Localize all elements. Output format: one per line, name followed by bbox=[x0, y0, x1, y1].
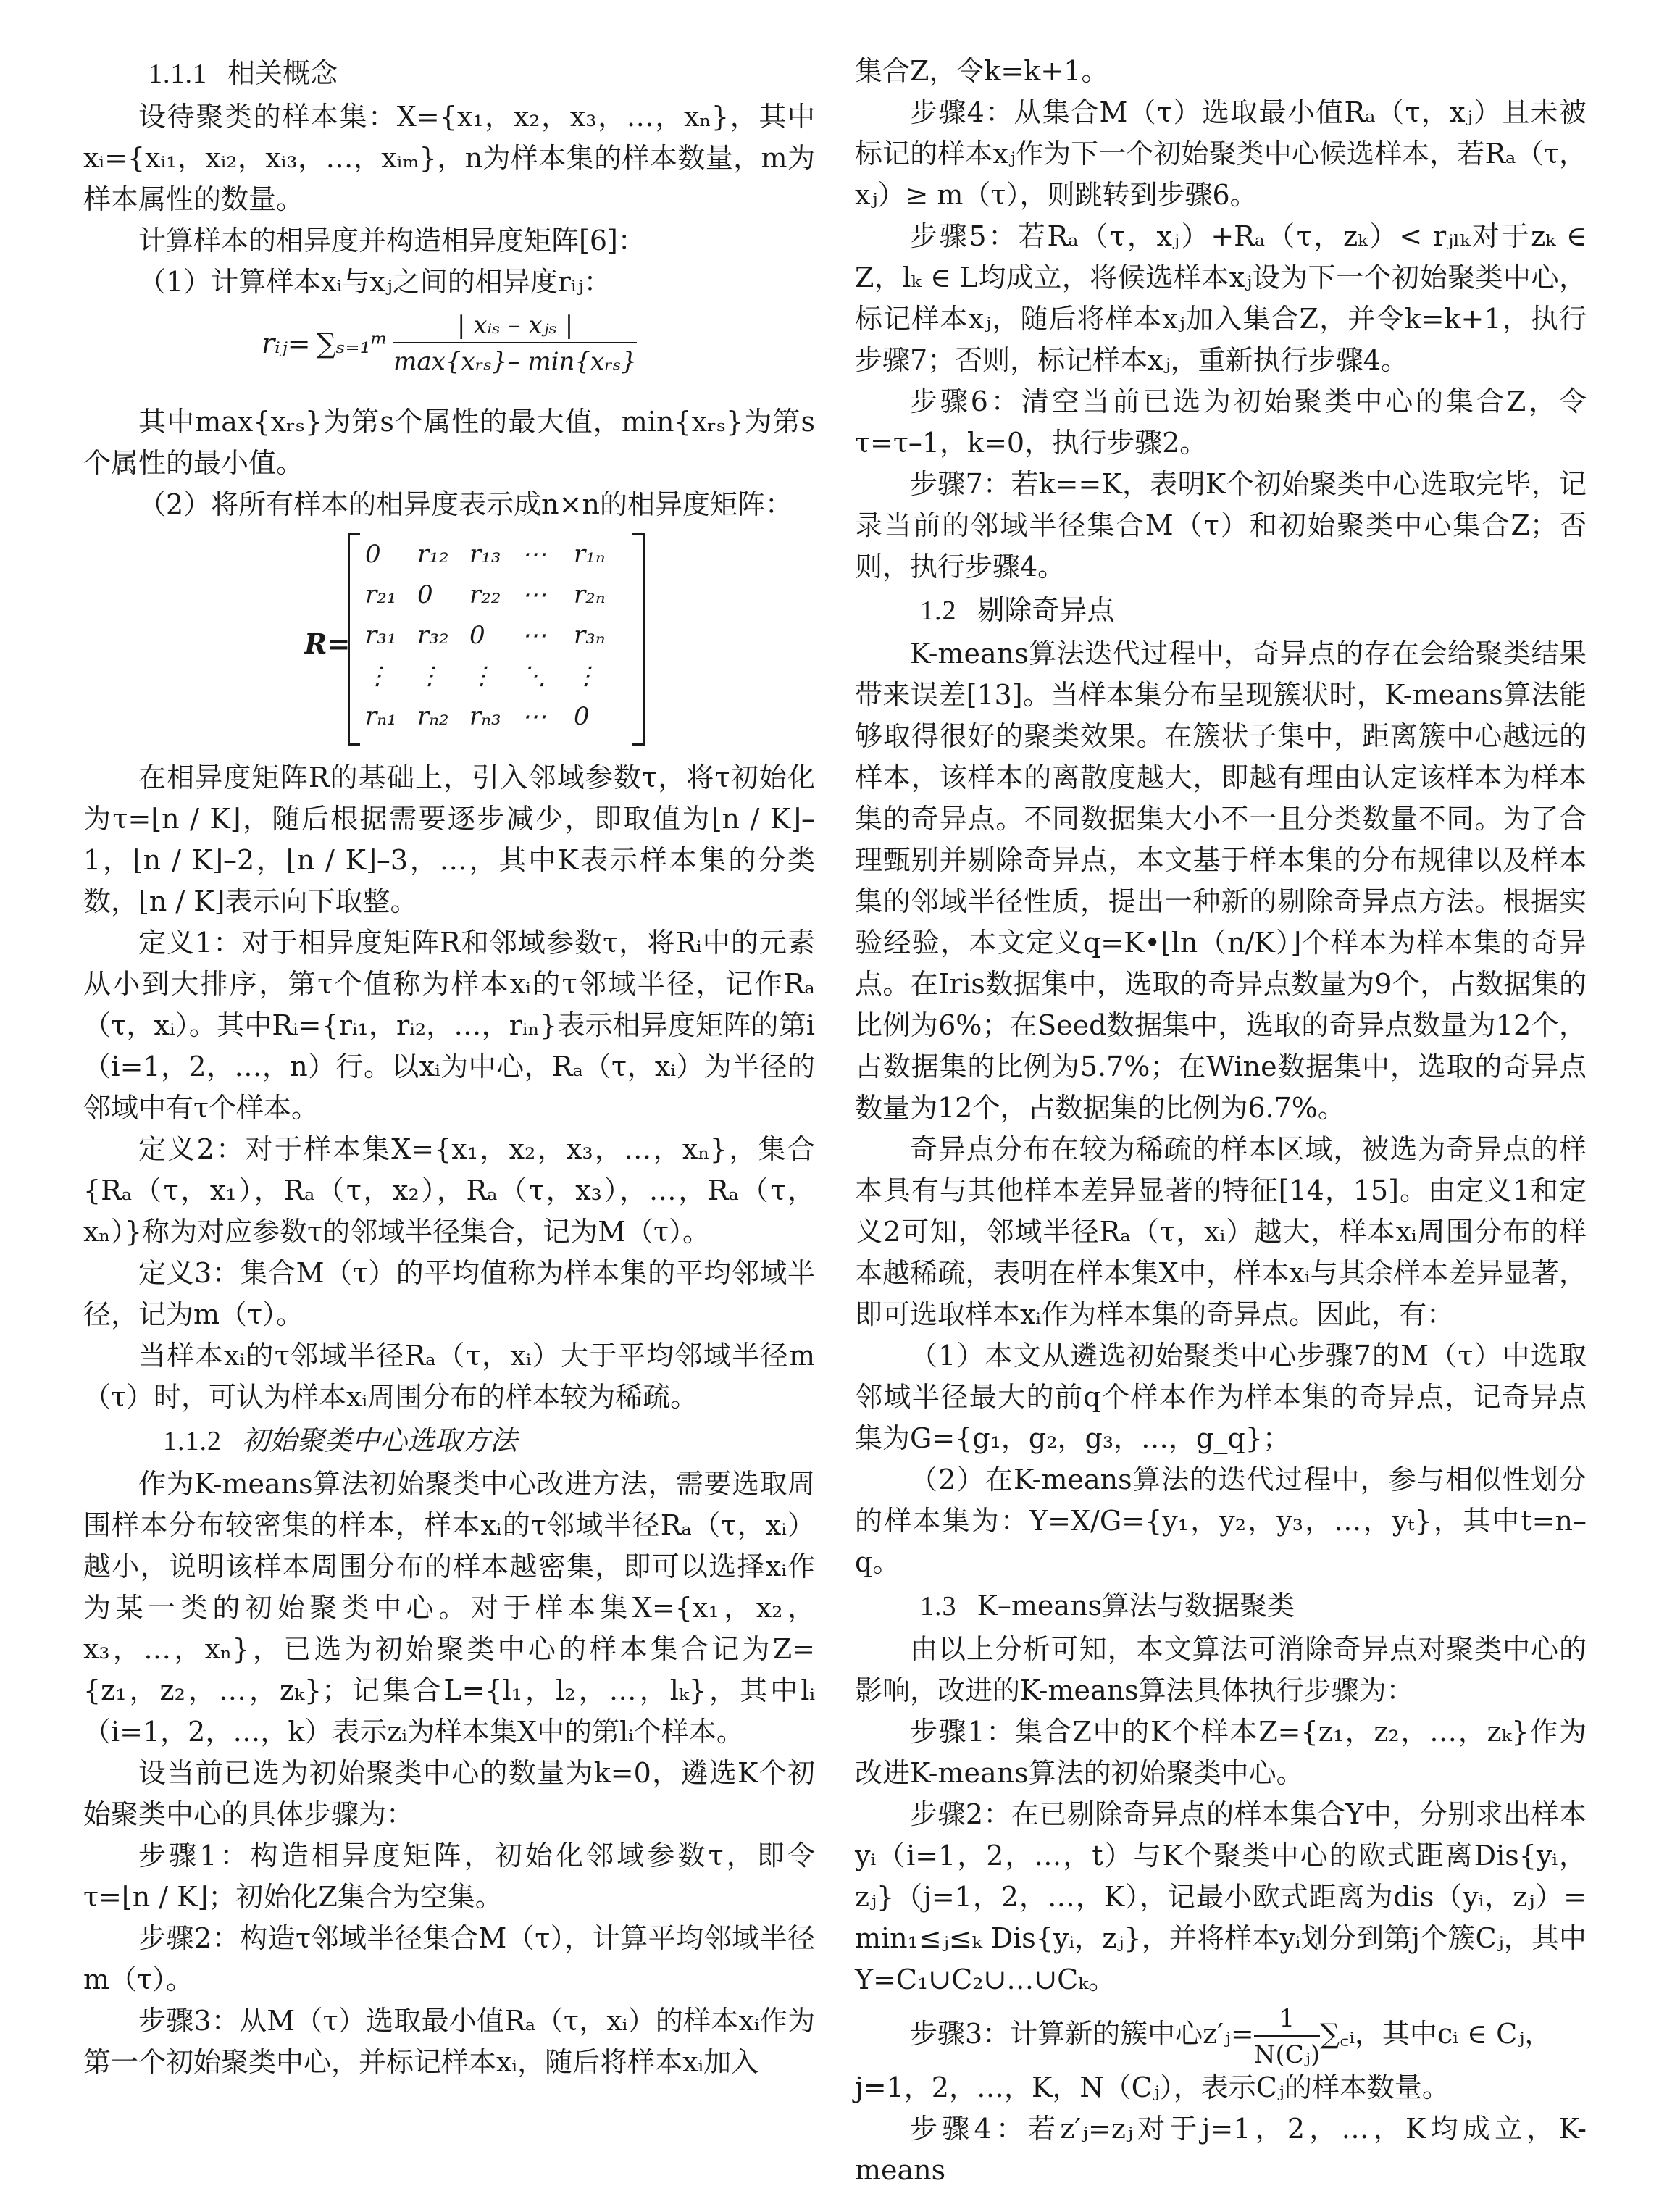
section-number: 1.3 bbox=[920, 1591, 957, 1622]
paragraph: （2）将所有样本的相异度表示成n×n的相异度矩阵： bbox=[138, 488, 793, 520]
matrix-cell: r₃ₙ bbox=[574, 621, 606, 650]
step-1: 步骤1：构造相异度矩阵，初始化邻域参数τ，即令τ=⌊n / K⌋；初始化Z集合为空集。 bbox=[83, 1840, 815, 1913]
matrix-cell: r₁ₙ bbox=[574, 540, 606, 569]
matrix-cell: r₂ₙ bbox=[574, 580, 606, 609]
formula-sum: ∑ₛ₌₁ᵐ bbox=[316, 327, 388, 359]
paragraph: 设待聚类的样本集：X={x₁，x₂，x₃，…，xₙ}，其中xᵢ={xᵢ₁，xᵢ₂，xᵢ₃，…，xᵢₘ}，n为样本集的样本数量，m为样本属性的数量。 bbox=[83, 101, 815, 215]
matrix-cell: ⋮ bbox=[365, 662, 390, 690]
paragraph-continuation: 集合Z，令k=k+1。 bbox=[855, 55, 1109, 87]
formula-lhs: rᵢⱼ= bbox=[261, 327, 311, 359]
paragraph: 其中max{xᵣₛ}为第s个属性的最大值，min{xᵣₛ}为第s个属性的最小值。 bbox=[83, 406, 815, 479]
step-6: 步骤6：清空当前已选为初始聚类中心的集合Z，令τ=τ–1，k=0，执行步骤2。 bbox=[855, 385, 1587, 459]
step3-numerator: 1 bbox=[1254, 2002, 1320, 2037]
matrix-cell: r₁₂ bbox=[417, 540, 449, 569]
formula-denominator: max{xᵣₛ}– min{xᵣₛ} bbox=[393, 347, 638, 376]
matrix-cell: rₙ₂ bbox=[417, 702, 449, 731]
matrix-cell: r₂₂ bbox=[469, 580, 501, 609]
dissimilarity-formula bbox=[83, 303, 815, 401]
paragraph: （1）本文从遴选初始聚类中心步骤7的M（τ）中选取邻域半径最大的前q个样本作为样本集的奇异点，记奇异点集为G={g₁，g₂，g₃，…，g_q}； bbox=[855, 1340, 1587, 1454]
kmeans-step-3 bbox=[855, 2000, 1587, 2067]
matrix-cell: r₁₃ bbox=[469, 540, 501, 569]
left-column bbox=[83, 51, 815, 2083]
paragraph: 作为K-means算法初始聚类中心改进方法，需要选取周围样本分布较密集的样本，样本xᵢ的τ邻域半径Rₐ（τ，xᵢ）越小，说明该样本周围分布的样本越密集，即可以选择xᵢ作为某一类的初始聚类中心。对于样本集X={x₁，x₂，x₃，…，xₙ}，已选为初始聚类中心的样本集合记为Z={z₁，z₂，…，zₖ}；记集合L={l₁，l₂，…，lₖ}，其中lᵢ（i=1，2，…，k）表示zᵢ为样本集X中的第lᵢ个样本。 bbox=[83, 1468, 815, 1748]
section-heading-1-1-1 bbox=[83, 51, 815, 96]
matrix-cell: 0 bbox=[469, 621, 485, 650]
matrix-table bbox=[365, 534, 626, 737]
paragraph: 在相异度矩阵R的基础上，引入邻域参数τ，将τ初始化为τ=⌊n / K⌋，随后根据需要逐步减少，即取值为⌊n / K⌋–1，⌊n / K⌋–2，⌊n / K⌋–3，…，其中K表示样本集的分类数，⌊n / K⌋表示向下取整。 bbox=[83, 761, 815, 917]
paragraph: 计算样本的相异度并构造相异度矩阵[6]： bbox=[138, 225, 645, 256]
paragraph-continuation: j=1，2，…，K，N（Cⱼ），表示Cⱼ的样本数量。 bbox=[855, 2071, 1450, 2103]
definition-2: 定义2：对于样本集X={x₁，x₂，x₃，…，xₙ}，集合{Rₐ（τ，x₁），Rₐ（τ，x₂），Rₐ（τ，x₃），…，Rₐ（τ，xₙ）}称为对应参数τ的邻域半径集合，记为M（τ）。 bbox=[83, 1133, 815, 1248]
paragraph: 由以上分析可知，本文算法可消除奇异点对聚类中心的影响，改进的K-means算法具体执行步骤为： bbox=[855, 1633, 1587, 1706]
matrix-cell: ⋮ bbox=[417, 662, 442, 690]
matrix-cell: ⋯ bbox=[522, 702, 546, 731]
paragraph: 设当前已选为初始聚类中心的数量为k=0，遴选K个初始聚类中心的具体步骤为： bbox=[83, 1757, 815, 1830]
paragraph: （1）计算样本xᵢ与xⱼ之间的相异度rᵢⱼ： bbox=[138, 266, 611, 298]
matrix-row bbox=[365, 696, 626, 737]
step-3: 步骤3：从M（τ）选取最小值Rₐ（τ，xᵢ）的样本xᵢ作为第一个初始聚类中心，并标记样本xᵢ，随后将样本xᵢ加入 bbox=[83, 2005, 815, 2078]
right-column bbox=[855, 51, 1587, 2191]
kmeans-step-1: 步骤1：集合Z中的K个样本Z={z₁，z₂，…，zₖ}作为改进K-means算法的初始聚类中心。 bbox=[855, 1716, 1587, 1789]
paragraph: （2）在K-means算法的迭代过程中，参与相似性划分的样本集为：Y=X/G={y₁，y₂，y₃，…，yₜ}，其中t=n–q。 bbox=[855, 1464, 1587, 1578]
section-number: 1.1.2 bbox=[163, 1426, 222, 1456]
matrix-cell: ⋯ bbox=[522, 621, 546, 650]
matrix-row bbox=[365, 534, 626, 575]
section-title: 相关概念 bbox=[227, 57, 338, 89]
matrix-cell: ⋮ bbox=[574, 662, 598, 690]
matrix-label: R= bbox=[304, 627, 351, 660]
step3-fraction bbox=[1254, 2002, 1320, 2071]
section-title: 剔除奇异点 bbox=[977, 594, 1115, 626]
matrix-cell: ⋯ bbox=[522, 580, 546, 609]
formula-numerator: | xᵢₛ – xⱼₛ | bbox=[393, 309, 637, 343]
step3-denominator: N(Cⱼ) bbox=[1253, 2040, 1320, 2069]
matrix-cell: r₃₁ bbox=[365, 621, 397, 650]
step-2: 步骤2：构造τ邻域半径集合M（τ），计算平均邻域半径m（τ）。 bbox=[83, 1922, 815, 1995]
matrix-cell: ⋱ bbox=[522, 662, 546, 690]
step3-tail: ∑꜀ᵢ，其中cᵢ ∈ Cⱼ， bbox=[1320, 2018, 1552, 2050]
matrix-cell: r₂₁ bbox=[365, 580, 397, 609]
step-7: 步骤7：若k==K，表明K个初始聚类中心选取完毕，记录当前的邻域半径集合M（τ）和初始聚类中心集合Z；否则，执行步骤4。 bbox=[855, 468, 1587, 583]
section-number: 1.2 bbox=[920, 596, 957, 626]
paragraph: 当样本xᵢ的τ邻域半径Rₐ（τ，xᵢ）大于平均邻域半径m（τ）时，可认为样本xᵢ周围分布的样本较为稀疏。 bbox=[83, 1340, 815, 1413]
dissimilarity-matrix bbox=[83, 533, 815, 750]
section-number: 1.1.1 bbox=[149, 59, 207, 89]
matrix-cell: 0 bbox=[365, 540, 381, 569]
formula-fraction bbox=[393, 309, 637, 378]
matrix-row bbox=[365, 656, 626, 696]
paragraph: K-means算法迭代过程中，奇异点的存在会给聚类结果带来误差[13]。当样本集分布呈现簇状时，K-means算法能够取得很好的聚类效果。在簇状子集中，距离簇中心越远的样本，该样本的离散度越大，即越有理由认定该样本为样本集的奇异点。不同数据集大小不一且分类数量不同。为了合理甄别并剔除奇异点，本文基于样本集的分布规律以及样本集的邻域半径性质，提出一种新的剔除奇异点方法。根据实验经验，本文定义q=K•⌊ln（n/K）⌋个样本为样本集的奇异点。在Iris数据集中，选取的奇异点数量为9个，占数据集的比例为6%；在Seed数据集中，选取的奇异点数量为12个，占数据集的比例为5.7%；在Wine数据集中，选取的奇异点数量为12个，占数据集的比例为6.7%。 bbox=[855, 638, 1587, 1124]
kmeans-step-4: 步骤4：若z′ⱼ=zⱼ对于j=1，2，…，K均成立，K-means bbox=[855, 2113, 1587, 2186]
matrix-cell: ⋯ bbox=[522, 540, 546, 569]
step3-text: 步骤3：计算新的簇中心z′ⱼ= bbox=[910, 2018, 1254, 2050]
matrix-cell: ⋮ bbox=[469, 662, 494, 690]
matrix-body bbox=[348, 533, 645, 743]
matrix-right-bracket bbox=[632, 533, 645, 746]
section-title: 初始聚类中心选取方法 bbox=[242, 1424, 518, 1456]
step-4: 步骤4：从集合M（τ）选取最小值Rₐ（τ，xⱼ）且未被标记的样本xⱼ作为下一个初始聚类中心候选样本，若Rₐ（τ，xⱼ）≥ m（τ），则跳转到步骤6。 bbox=[855, 96, 1587, 211]
matrix-left-bracket bbox=[348, 533, 360, 746]
matrix-cell: 0 bbox=[417, 580, 433, 609]
section-heading-1-2 bbox=[855, 588, 1587, 633]
matrix-cell: r₃₂ bbox=[417, 621, 449, 650]
matrix-cell: rₙ₁ bbox=[365, 702, 397, 731]
matrix-row bbox=[365, 615, 626, 656]
section-heading-1-1-2 bbox=[83, 1418, 815, 1464]
paragraph: 奇异点分布在较为稀疏的样本区域，被选为奇异点的样本具有与其他样本差异显著的特征[14，15]。由定义1和定义2可知，邻域半径Rₐ（τ，xᵢ）越大，样本xᵢ周围分布的样本越稀疏，表明在样本集X中，样本xᵢ与其余样本差异显著，即可选取样本xᵢ作为样本集的奇异点。因此，有： bbox=[855, 1133, 1587, 1330]
definition-3: 定义3：集合M（τ）的平均值称为样本集的平均邻域半径，记为m（τ）。 bbox=[83, 1257, 815, 1330]
matrix-cell: 0 bbox=[574, 702, 590, 731]
matrix-cell: rₙ₃ bbox=[469, 702, 501, 731]
definition-1: 定义1：对于相异度矩阵R和邻域参数τ，将Rᵢ中的元素从小到大排序，第τ个值称为样本xᵢ的τ邻域半径，记作Rₐ（τ，xᵢ）。其中Rᵢ={rᵢ₁，rᵢ₂，…，rᵢₙ}表示相异度矩阵的第i（i=1，2，…，n）行。以xᵢ为中心，Rₐ（τ，xᵢ）为半径的邻域中有τ个样本。 bbox=[83, 927, 815, 1124]
step-5: 步骤5：若Rₐ（τ，xⱼ）+Rₐ（τ，zₖ）< rⱼₗₖ对于zₖ ∈ Z，lₖ ∈ L均成立，将候选样本xⱼ设为下一个初始聚类中心，标记样本xⱼ，随后将样本xⱼ加入集合Z，并令k=k+1，执行步骤7；否则，标记样本xⱼ，重新执行步骤4。 bbox=[855, 220, 1587, 376]
matrix-row bbox=[365, 575, 626, 615]
kmeans-step-2: 步骤2：在已剔除奇异点的样本集合Y中，分别求出样本yᵢ（i=1，2，…，t）与K个聚类中心的欧式距离Dis{yᵢ，zⱼ}（j=1，2，…，K），记最小欧式距离为dis（yᵢ，zⱼ）= min₁≤ⱼ≤ₖ Dis{yᵢ，zⱼ}，并将样本yᵢ划分到第j个簇Cⱼ，其中Y=C₁∪C₂∪…∪Cₖ。 bbox=[855, 1798, 1587, 1995]
section-title: K–means算法与数据聚类 bbox=[977, 1590, 1295, 1622]
section-heading-1-3 bbox=[855, 1583, 1587, 1629]
